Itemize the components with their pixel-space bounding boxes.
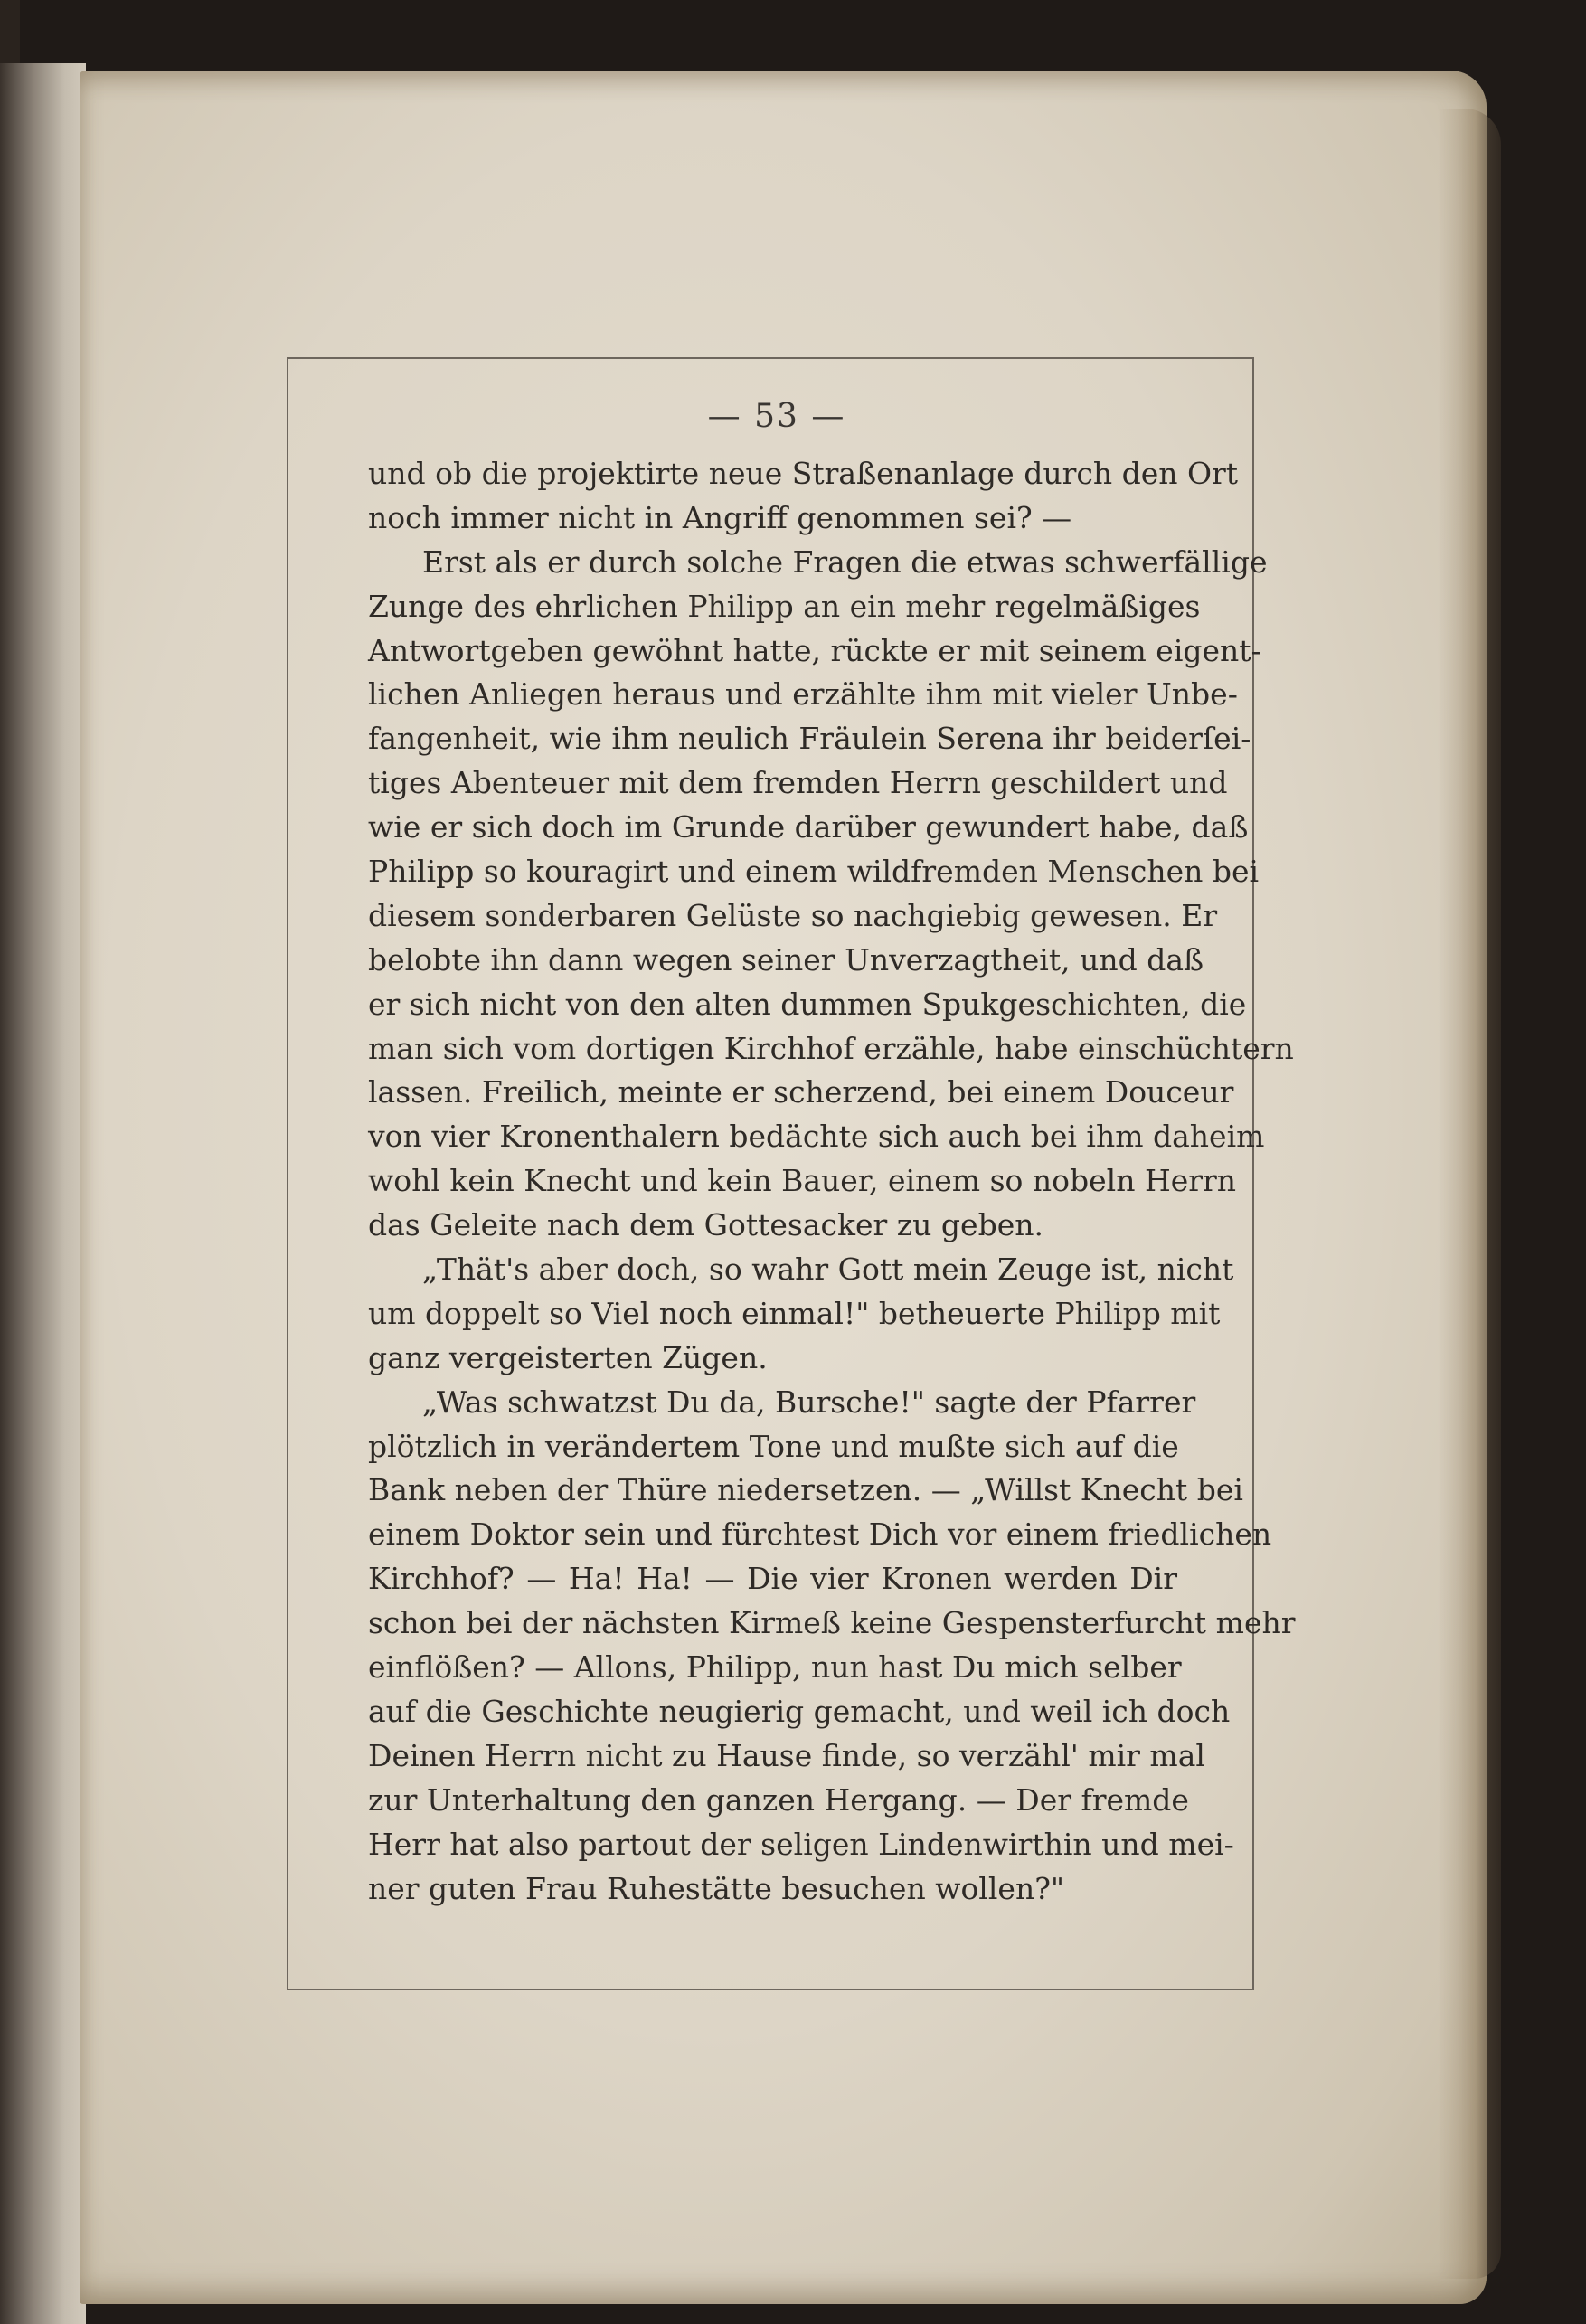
text-line: wohl kein Knecht und kein Bauer, einem so nobeln Herrn <box>368 1163 1237 1199</box>
text-line: Antwortgeben gewöhnt hatte, rückte er mit seinem eigent- <box>368 632 1261 668</box>
text-line: ganz vergeisterten Zügen. <box>368 1339 768 1375</box>
text-line: fangenheit, wie ihm neulich Fräulein Serena ihr beiderſei- <box>368 721 1251 757</box>
text-line: er sich nicht von den alten dummen Spukgeschichten, die <box>368 986 1247 1022</box>
text-line: einem Doktor sein und fürchtest Dich vor einem friedlichen <box>368 1516 1272 1553</box>
text-line: um doppelt so Viel noch einmal!" betheuerte Philipp mit <box>368 1295 1221 1331</box>
text-line: lassen. Freilich, meinte er scherzend, bei einem Douceur <box>368 1074 1234 1110</box>
text-line: und ob die projektirte neue Straßenanlage durch den Ort <box>368 456 1239 491</box>
text-line: zur Unterhaltung den ganzen Hergang. — Der fremde <box>368 1781 1189 1818</box>
text-line: auf die Geschichte neugierig gemacht, und weil ich doch <box>368 1693 1231 1729</box>
text-line: schon bei der nächsten Kirmeß keine Gespensterfurcht mehr <box>368 1605 1296 1641</box>
text-line: Zunge des ehrlichen Philipp an ein mehr regelmäßiges <box>368 588 1201 624</box>
text-line: man sich vom dortigen Kirchhof erzähle, habe einschüchtern <box>368 1030 1294 1066</box>
text-line: Erst als er durch solche Fragen die etwas schwerfällige <box>422 543 1268 580</box>
text-line: Kirchhof? — Ha! Ha! — Die vier Kronen werden Dir <box>368 1561 1177 1597</box>
text-line: noch immer nicht in Angriff genommen sei? — <box>368 499 1072 535</box>
text-line: plötzlich in verändertem Tone und mußte sich auf die <box>368 1428 1179 1464</box>
text-line: ner guten Frau Ruhestätte besuchen wollen?" <box>368 1870 1065 1906</box>
text-line: Philipp so kouragirt und einem wildfremden Menschen bei <box>368 854 1260 890</box>
text-line: wie er sich doch im Grunde darüber gewundert habe, daß <box>368 809 1249 846</box>
page-number: — 53 — <box>707 398 846 435</box>
text-line: belobte ihn dann wegen seiner Unverzagtheit, und daß <box>368 941 1204 978</box>
text-line: das Geleite nach dem Gottesacker zu geben. <box>368 1207 1043 1243</box>
text-line: diesem sonderbaren Gelüste so nachgiebig gewesen. Er <box>368 897 1218 933</box>
text-line: lichen Anliegen heraus und erzählte ihm mit vieler Unbe- <box>368 676 1238 713</box>
text-line: „Thät's aber doch, so wahr Gott mein Zeuge ist, nicht <box>422 1252 1234 1288</box>
text-line: einflößen? — Allons, Philipp, nun hast Du mich selber <box>368 1649 1182 1686</box>
text-line: „Was schwatzst Du da, Bursche!" sagte der Pfarrer <box>422 1384 1196 1420</box>
text-line: tiges Abenteuer mit dem fremden Herrn geschildert und <box>368 765 1228 801</box>
text-line: von vier Kronenthalern bedächte sich auch bei ihm daheim <box>368 1119 1265 1155</box>
text-line: Herr hat also partout der seligen Lindenwirthin und mei- <box>368 1826 1234 1862</box>
text-line: Deinen Herrn nicht zu Hause finde, so verzähl' mir mal <box>368 1737 1205 1773</box>
text-line: Bank neben der Thüre niedersetzen. — „Willst Knecht bei <box>368 1472 1243 1508</box>
body-text <box>368 452 1296 1911</box>
